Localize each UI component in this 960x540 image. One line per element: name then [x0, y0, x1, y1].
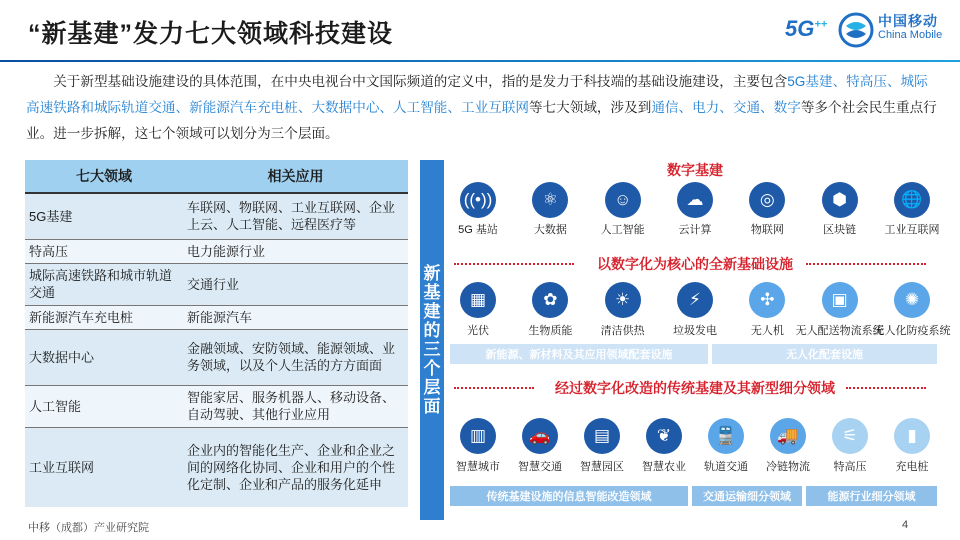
item-label: 物联网 [750, 224, 784, 236]
table-row [25, 427, 408, 507]
item-label: 无人机 [750, 325, 784, 337]
section-divider [454, 263, 574, 265]
domains-table [25, 160, 408, 507]
item-label: 特高压 [833, 461, 867, 473]
application-cell: 企业内的智能化生产、企业和企业之间的网络化协同、企业和用户的个性化定制、企业和产品的服务化延申 [183, 427, 408, 507]
item-label: 5G 基站 [458, 224, 498, 236]
virus-icon: ✺ [894, 282, 930, 318]
atom-icon: ⚛ [532, 182, 568, 218]
china-mobile-logo-icon [838, 12, 874, 48]
intro-highlight: 5G基建、特高压、城际高速铁路和城际轨道交通、新能源汽车充电桩、大数据中心、人工智能、工业互联网 [26, 74, 928, 115]
intro-paragraph [26, 69, 938, 147]
intro-highlight: 通信、电力、交通、数字 [651, 100, 801, 115]
item-label: 智慧交通 [518, 461, 562, 473]
5g-logo [785, 16, 827, 42]
intro-text: 等七大领域，涉及到 [528, 100, 652, 115]
china-mobile-en: China Mobile [878, 29, 943, 41]
section-title: 经过数字化改造的传统基建及其新型细分领域 [555, 380, 835, 396]
person-headset-icon: ☺ [605, 182, 641, 218]
item-label: 工业互联网 [884, 224, 940, 236]
application-cell: 车联网、物联网、工业互联网、企业上云、人工智能、远程医疗等 [183, 193, 408, 239]
sun-icon: ☀ [605, 282, 641, 318]
table-row [25, 239, 408, 263]
three-layer-panel [420, 160, 951, 520]
table-header-domain: 七大领域 [25, 160, 183, 193]
page-number: 4 [902, 519, 909, 531]
header-rule [0, 60, 960, 62]
item-label: 充电桩 [895, 461, 929, 473]
category-band: 新能源、新材料及其应用领域配套设施 [450, 344, 708, 364]
category-band: 传统基建设施的信息智能改造领域 [450, 486, 688, 506]
domain-cell: 工业互联网 [25, 427, 183, 507]
item-label: 智慧农业 [642, 461, 686, 473]
item-label: 大数据 [533, 224, 567, 236]
side-label-text: 新基建的三个层面 [423, 264, 441, 416]
train-icon: 🚆 [708, 418, 744, 454]
table-row [25, 263, 408, 305]
item-label: 智慧园区 [580, 461, 624, 473]
campus-icon: ▤ [584, 418, 620, 454]
table-row [25, 193, 408, 239]
dna-icon: ✿ [532, 282, 568, 318]
wheat-icon: ❦ [646, 418, 682, 454]
china-mobile-wordmark [878, 14, 942, 42]
domain-cell: 5G基建 [25, 193, 183, 239]
table-row [25, 329, 408, 385]
item-label: 无人配送物流系统 [795, 325, 884, 337]
item-label: 光伏 [467, 325, 489, 337]
section-title: 以数字化为核心的全新基础设施 [597, 256, 793, 272]
china-mobile-cn: 中国移动 [878, 13, 938, 29]
drone-icon: ✣ [749, 282, 785, 318]
application-cell: 智能家居、服务机器人、移动设备、自动驾驶、其他行业应用 [183, 385, 408, 427]
blockchain-icon: ⬢ [822, 182, 858, 218]
item-label: 冷链物流 [766, 461, 810, 473]
section-divider [454, 387, 534, 389]
5g-logo-plus: ++ [814, 18, 828, 31]
intro-text: 关于新型基础设施建设的具体范围，在中央电视台中文国际频道的定义中，指的是发力于科技端的基础设施建设，主要包含 [53, 74, 788, 89]
domain-cell: 城际高速铁路和城市轨道交通 [25, 263, 183, 305]
domain-cell: 新能源汽车充电桩 [25, 305, 183, 329]
box-icon: ▣ [822, 282, 858, 318]
domain-cell: 人工智能 [25, 385, 183, 427]
table-row [25, 385, 408, 427]
solar-panel-icon: ▦ [460, 282, 496, 318]
building-icon: ▥ [460, 418, 496, 454]
charger-icon: ▮ [894, 418, 930, 454]
antenna-icon: ((•)) [460, 182, 496, 218]
pylon-icon: ⚟ [832, 418, 868, 454]
footer-org: 中移（成都）产业研究院 [28, 522, 149, 534]
table-header-application: 相关应用 [183, 160, 408, 193]
section-divider [806, 263, 926, 265]
intro-text: 等多个社会民生重点行业。进一步拆解，这七个领域可以划分为三个层面。 [26, 100, 937, 141]
item-label: 人工智能 [600, 224, 645, 236]
application-cell: 交通行业 [183, 263, 408, 305]
domain-cell: 大数据中心 [25, 329, 183, 385]
item-label: 垃圾发电 [673, 325, 717, 337]
category-band: 交通运输细分领域 [692, 486, 802, 506]
item-label: 智慧城市 [456, 461, 500, 473]
section-title: 数字基建 [667, 162, 723, 178]
5g-logo-text: 5G [785, 16, 815, 41]
category-band: 无人化配套设施 [712, 344, 937, 364]
section-divider [846, 387, 926, 389]
cloud-icon: ☁ [677, 182, 713, 218]
globe-icon: 🌐 [894, 182, 930, 218]
item-label: 轨道交通 [704, 461, 748, 473]
table-header-row [25, 160, 408, 193]
item-label: 区块链 [823, 224, 857, 236]
truck-icon: 🚚 [770, 418, 806, 454]
application-cell: 电力能源行业 [183, 239, 408, 263]
item-label: 清洁供热 [600, 325, 645, 337]
item-label: 生物质能 [528, 325, 573, 337]
item-label: 云计算 [678, 224, 712, 236]
side-label [420, 160, 444, 520]
lightning-icon: ⚡ [677, 282, 713, 318]
car-icon: 🚗 [522, 418, 558, 454]
page-title: “新基建”发力七大领域科技建设 [28, 20, 394, 48]
network-icon: ◎ [749, 182, 785, 218]
table-row [25, 305, 408, 329]
item-label: 无人化防疫系统 [873, 325, 951, 337]
application-cell: 新能源汽车 [183, 305, 408, 329]
domain-cell: 特高压 [25, 239, 183, 263]
application-cell: 金融领域、安防领域、能源领域、业务领域，以及个人生活的方方面面 [183, 329, 408, 385]
category-band: 能源行业细分领域 [806, 486, 937, 506]
